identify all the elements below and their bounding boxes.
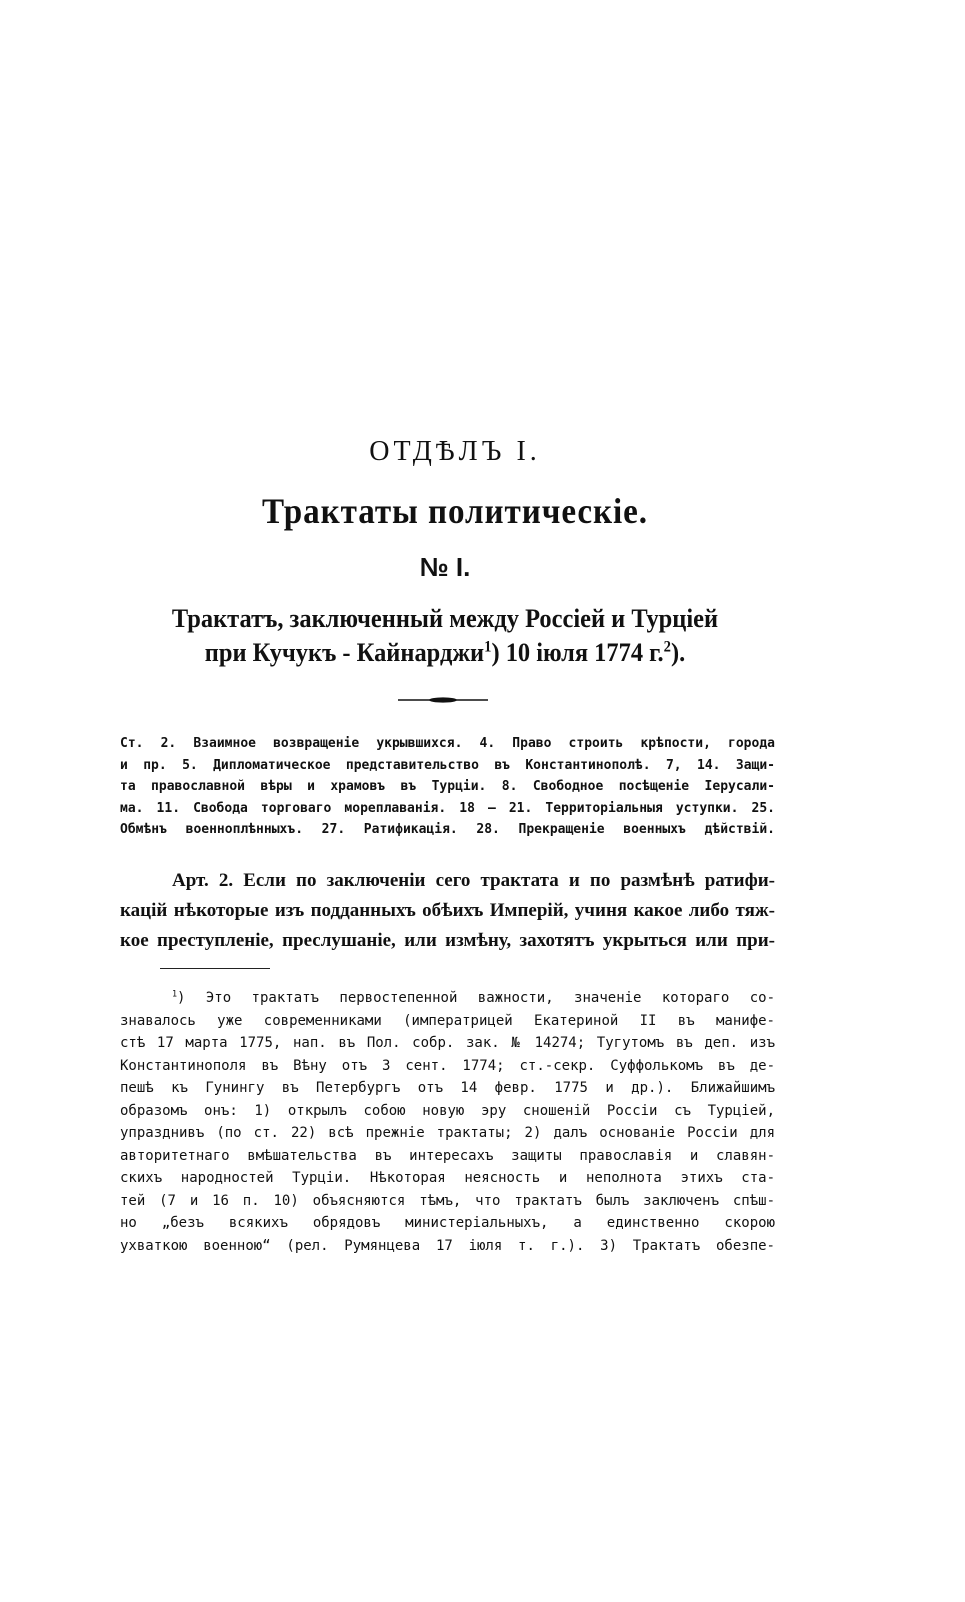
summary-line: Обмѣнъ военноплѣнныхъ. 27. Ратификація. 28. Прекращеніе военныхъ дѣйствій. [120, 822, 775, 837]
footnote [120, 987, 775, 1257]
treaty-title-line-2 [27, 636, 864, 670]
footnote-line: знавалось уже современниками (императрицей Екатериной II въ манифе- [120, 1012, 775, 1029]
article-body [120, 866, 775, 956]
treaty-title-end: ). [670, 638, 686, 667]
summary-line: Ст. 2. Взаимное возвращеніе укрывшихся. 4. Право строить крѣпости, города [120, 736, 775, 751]
footnote-line: Константинополя въ Вѣну отъ 3 сент. 1774; ст.-секр. Суффолькомъ въ де- [120, 1057, 775, 1074]
footnote-line [120, 987, 775, 1010]
footnote-marker: 1 [172, 988, 178, 999]
article-summary [120, 733, 775, 841]
footnote-line: упразднивъ (по ст. 22) всѣ прежніе трактаты; 2) далъ основаніе Россіи для [120, 1125, 775, 1141]
main-title: Трактаты политическіе. [262, 491, 648, 531]
treaty-title-line-1: Трактатъ, заключенный между Россіей и Турціей [171, 604, 719, 633]
footnote-line: тей (7 и 16 п. 10) объясняются тѣмъ, что трактатъ былъ заключенъ спѣш- [120, 1192, 775, 1209]
ornamental-divider [398, 697, 488, 703]
document-number: № I. [419, 552, 471, 582]
summary-line: и пр. 5. Дипломатическое представительство въ Константинополѣ. 7, 14. Защи- [120, 757, 775, 773]
footnote-separator [160, 968, 270, 970]
footnote-ref-2: 2 [663, 638, 671, 656]
body-line: кое преступленіе, преслушаніе, или измѣну, захотятъ укрыться или при- [120, 930, 775, 951]
footnote-line: пешѣ къ Гунингу въ Петербургъ отъ 14 февр. 1775 и др.). Ближайшимъ [120, 1080, 775, 1096]
footnote-ref-1: 1 [484, 638, 492, 656]
footnote-line: ухваткою военною“ (рел. Румянцева 17 іюля т. г.). 3) Трактатъ обезпе- [120, 1237, 775, 1254]
footnote-line: но „безъ всякихъ обрядовъ министеріальныхъ, а единственно скорою [120, 1215, 775, 1231]
section-heading: ОТДѢЛЪ I. [369, 436, 541, 467]
body-line: кацій нѣкоторые изъ подданныхъ обѣихъ Имперій, учиня какое либо тяж- [120, 900, 775, 921]
footnote-line: авторитетнаго вмѣшательства въ интересахъ защиты православія и славян- [120, 1147, 775, 1164]
body-line: Арт. 2. Если по заключеніи сего трактата и по размѣнѣ ратифи- [172, 870, 775, 891]
footnote-line-text: ) Это трактатъ первостепенной важности, значеніе котораго со- [177, 990, 775, 1006]
summary-line: ма. 11. Свобода торговаго мореплаванія. 18 — 21. Территоріальныя уступки. 25. [120, 800, 775, 816]
summary-line: та православной вѣры и храмовъ въ Турціи. 8. Свободное посѣщеніе Іерусали- [120, 779, 775, 794]
treaty-date: ) 10 іюля 1774 г. [491, 638, 664, 667]
treaty-title [0, 602, 890, 670]
treaty-place: при Кучукъ - Кайнарджи [204, 638, 485, 667]
footnote-line: стѣ 17 марта 1775, нап. въ Пол. собр. зак. № 14274; Тугутомъ въ деп. изъ [120, 1035, 775, 1051]
footnote-line: скихъ народностей Турціи. Нѣкоторая неясность и неполнота этихъ ста- [120, 1170, 775, 1186]
footnote-line: образомъ онъ: 1) открылъ собою новую эру сношеній Россіи съ Турціей, [120, 1102, 775, 1119]
